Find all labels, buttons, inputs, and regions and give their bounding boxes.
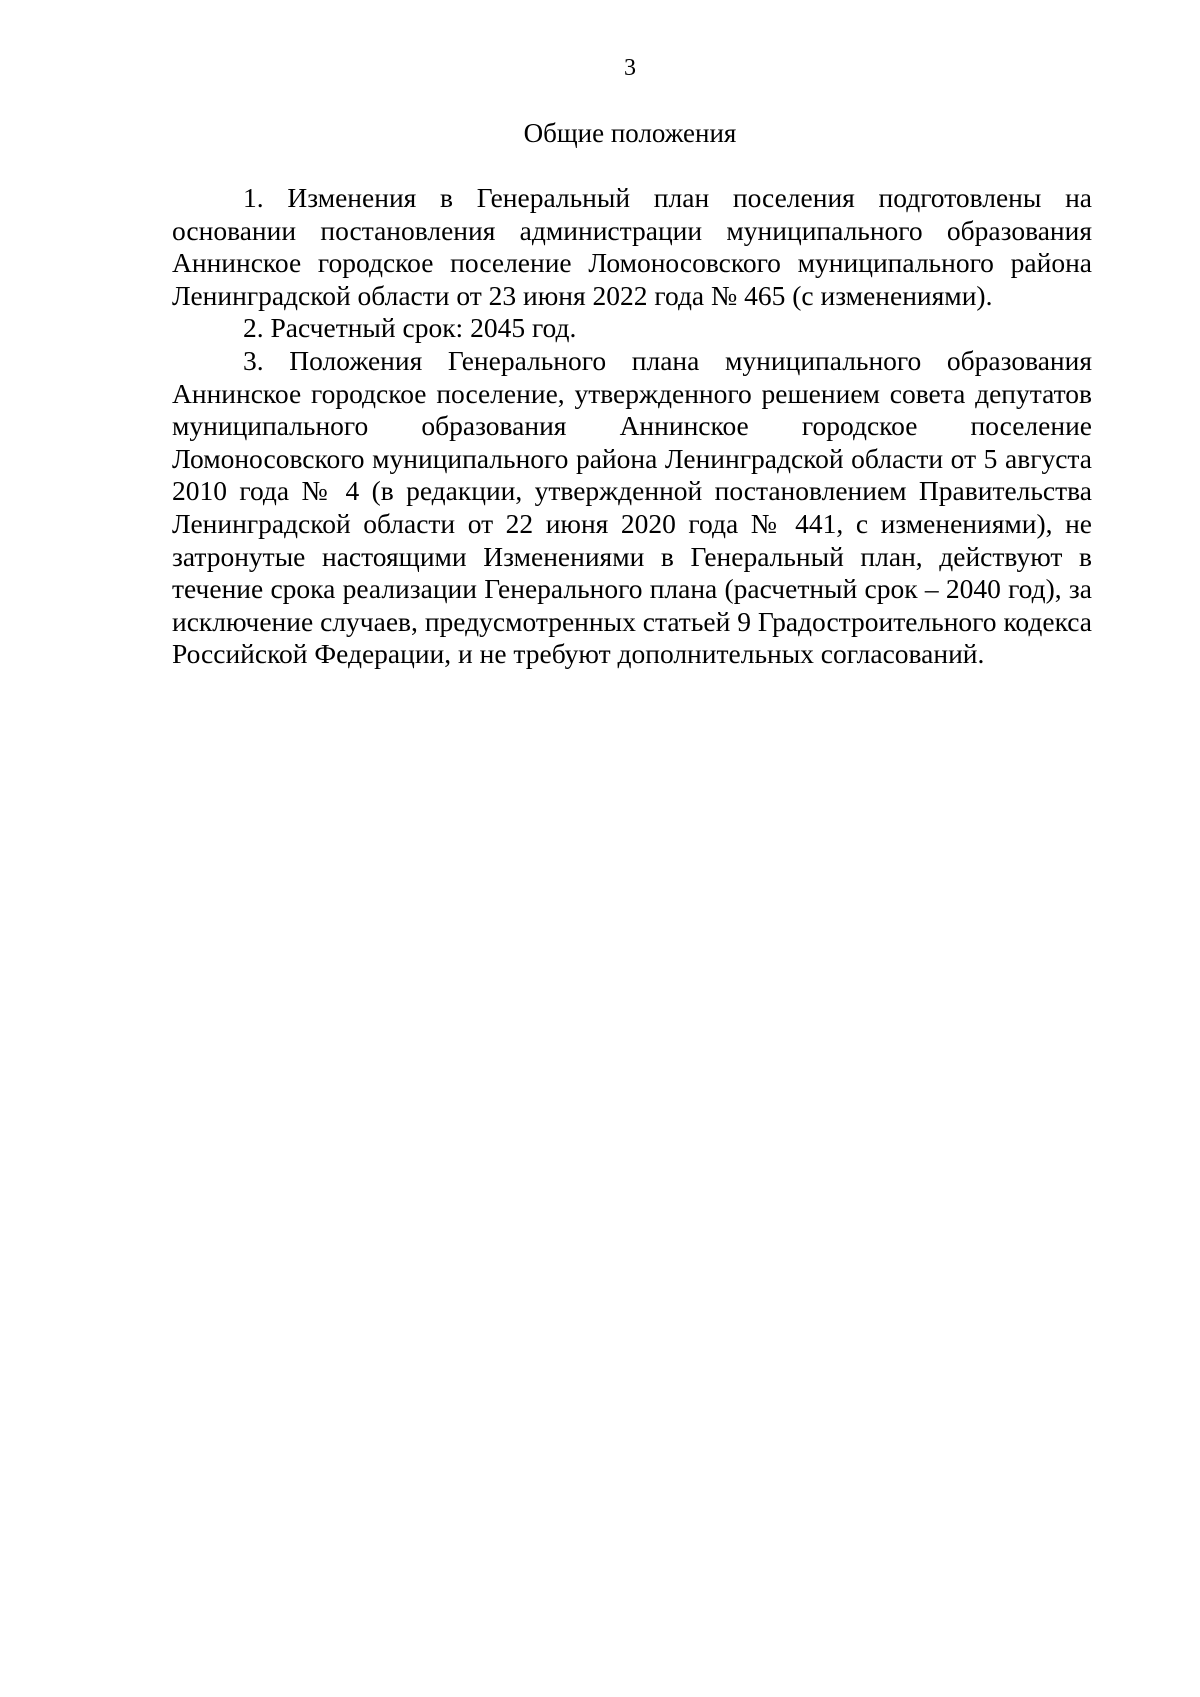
paragraph-1: 1. Изменения в Генеральный план поселения подготовлены на основании постановления администрации муниципального образования Аннинское городское поселение Ломоносовского муниципального района Ленинградской области от 23 июня 2022 года № 465 (с изменениями). [172, 182, 1092, 311]
paragraph-3: 3. Положения Генерального плана муниципального образования Аннинское городское поселение, утвержденного решением совета депутатов муниципального образования Аннинское городское поселение Ломоносовского муниципального района Ленинградской области от 5 августа 2010 года № 4 (в редакции, утвержденной постановлением Правительства Ленинградской области от 22 июня 2020 года № 441, с изменениями), не затронутые настоящими Изменениями в Генеральный план, действуют в течение срока реализации Генерального плана (расчетный срок – 2040 год), за исключение случаев, предусмотренных статьей 9 Градостроительного кодекса Российской Федерации, и не требуют дополнительных согласований. [172, 344, 1092, 670]
paragraph-2: 2. Расчетный срок: 2045 год. [243, 312, 577, 344]
page-number: 3 [624, 55, 636, 81]
section-title: Общие положения [523, 118, 737, 148]
document-body [172, 182, 1092, 671]
